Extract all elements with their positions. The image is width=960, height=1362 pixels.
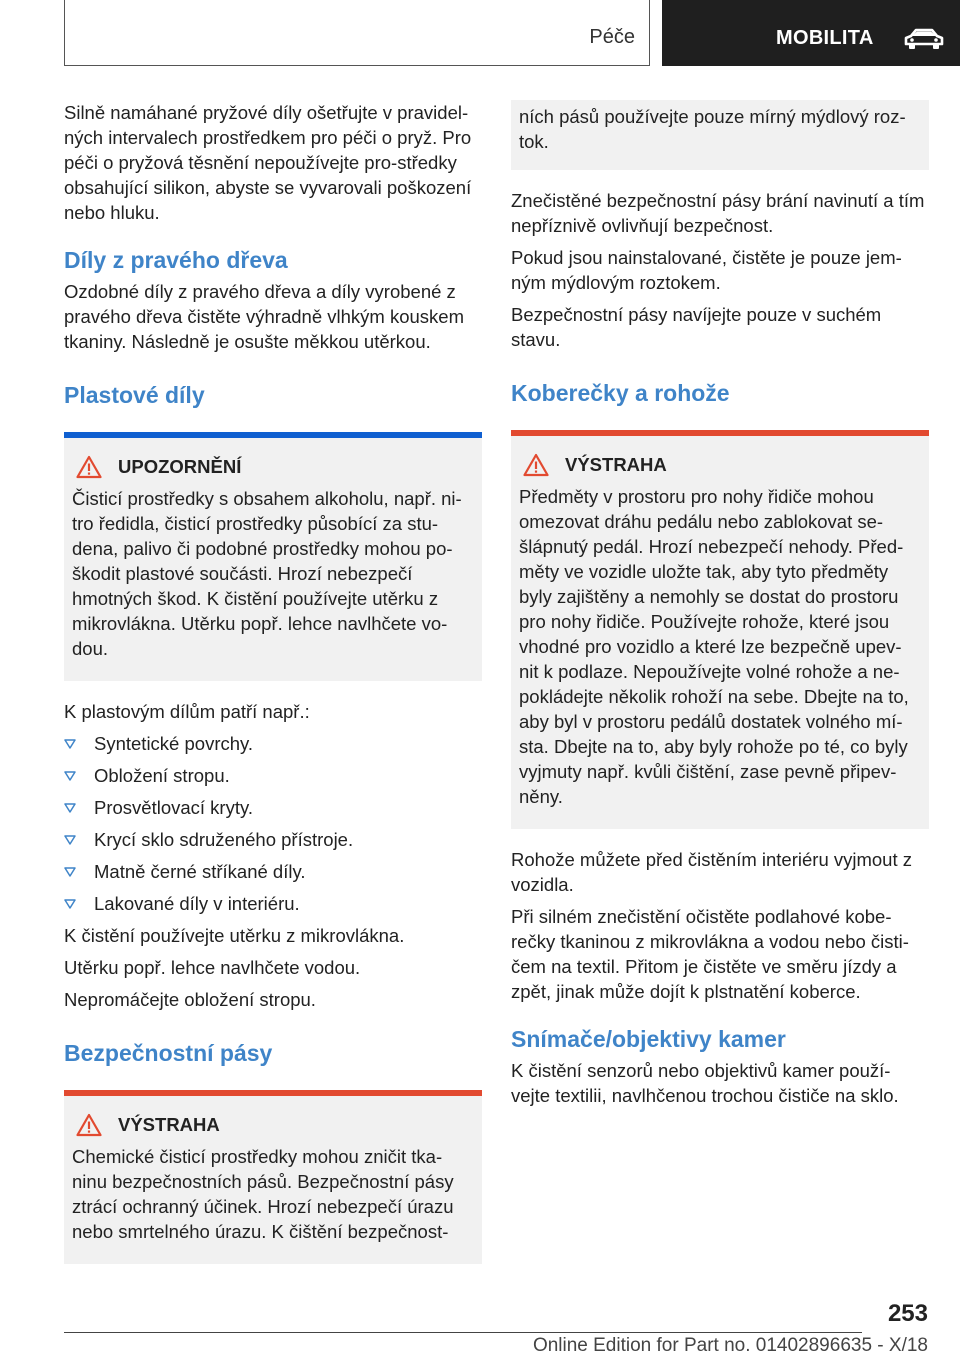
section-heading: Koberečky a rohože xyxy=(511,380,730,406)
chapter-tab xyxy=(662,0,960,66)
notice-label: VÝSTRAHA xyxy=(118,1114,220,1135)
section-heading: Plastové díly xyxy=(64,382,205,408)
triangle-bullet-icon xyxy=(64,867,76,877)
warning-triangle-icon xyxy=(523,453,549,477)
notice-body: ních pásů používejte pouze mírný mýdlový roz-tok. xyxy=(519,106,906,152)
notice-body: Čisticí prostředky s obsahem alkoholu, např. ni-tro ředidla, čisticí prostředky působící za stu-dena, palivo či podobné prostředky mohou po-škodit plastové součásti. Hrozí nebezpečí hmotných škod. K čistění používejte utěrku z mikrovlákna. Utěrku popř. lehce navlhčete vo-dou. xyxy=(72,488,462,659)
paragraph: Nepromáčejte obložení stropu. xyxy=(64,989,316,1010)
paragraph: Pokud jsou nainstalované, čistěte je pouze jem-ným mýdlovým roztokem. xyxy=(511,247,902,293)
triangle-bullet-icon xyxy=(64,835,76,845)
warning-triangle-icon xyxy=(76,1113,102,1137)
left-column xyxy=(64,100,482,1264)
notice-title xyxy=(76,1112,474,1138)
paragraph: Znečistěné bezpečnostní pásy brání navinutí a tím nepříznivě ovlivňují bezpečnost. xyxy=(511,190,925,236)
triangle-bullet-icon xyxy=(64,739,76,749)
triangle-bullet-icon xyxy=(64,803,76,813)
paragraph: Bezpečnostní pásy navíjejte pouze v suchém stavu. xyxy=(511,304,882,350)
paragraph: Při silném znečistění očistěte podlahové kobe-rečky tkaninou z mikrovlákna a vodou nebo čisti-čem na textil. Přitom je čistěte ve směru jízdy a zpět, jinak může dojít k plstnatění koberce. xyxy=(511,906,909,1002)
paragraph: Rohože můžete před čistěním interiéru vyjmout z vozidla. xyxy=(511,849,913,895)
notice-body: Chemické čisticí prostředky mohou zničit tka-ninu bezpečnostních pásů. Bezpečnostní pásy ztrácí ochranný účinek. Hrozí nebezpečí úrazu nebo smrtelného úrazu. K čištění bezpečnost- xyxy=(72,1146,454,1242)
list-item: Prosvětlovací kryty. xyxy=(64,795,482,820)
list-item: Matně černé stříkané díly. xyxy=(64,859,482,884)
list-item: Obložení stropu. xyxy=(64,763,482,788)
bullet-list xyxy=(64,731,482,916)
paragraph: Utěrku popř. lehce navlhčete vodou. xyxy=(64,957,361,978)
chapter-title: MOBILITA xyxy=(776,27,874,49)
section-heading: Bezpečnostní pásy xyxy=(64,1040,273,1066)
list-item: Syntetické povrchy. xyxy=(64,731,482,756)
section-heading: Snímače/objektivy kamer xyxy=(511,1026,786,1052)
paragraph: Ozdobné díly z pravého dřeva a díly vyrobené z pravého dřeva čistěte výhradně vlhkým kouskem tkaniny. Následně je osušte měkkou utěrkou. xyxy=(64,281,464,352)
page-header xyxy=(64,0,960,66)
section-title: Péče xyxy=(589,26,635,48)
notice-label: VÝSTRAHA xyxy=(565,454,667,475)
warning-triangle-icon xyxy=(76,455,102,479)
triangle-bullet-icon xyxy=(64,771,76,781)
right-column xyxy=(511,100,929,1115)
paragraph: Silně namáhané pryžové díly ošetřujte v pravidel-ných intervalech prostředkem pro péči o pryž. Pro péči o pryžová těsnění nepoužívejte pro-středky obsahující silikon, abyste se vyvarovali poškození nebo hluku. xyxy=(64,102,472,223)
warning-notice-continued xyxy=(511,100,929,170)
car-icon xyxy=(902,26,946,52)
triangle-bullet-icon xyxy=(64,899,76,909)
caution-notice xyxy=(64,432,482,681)
notice-title xyxy=(76,454,474,480)
paragraph: K čistění senzorů nebo objektivů kamer použí-vejte textilii, navlhčenou trochou čističe na sklo. xyxy=(511,1060,899,1106)
notice-body: Předměty v prostoru pro nohy řidiče mohou omezovat dráhu pedálu nebo zablokovat se-šlápnutý pedál. Hrozí nebezpečí nehody. Před-měty ve vozidle uložte tak, aby tyto předměty byly zajištěny a nemohly se dostat do prostoru pro nohy řidiče. Používejte rohože, které jsou vhodné pro vozidlo a které lze bezpečně upev-nit k podlaze. Nepoužívejte volné rohože a ne-pokládejte několik rohoží na sebe. Dbejte na to, aby byl v prostoru pedálů dostatek volného mí-sta. Dbejte na to, aby byly rohože po té, co byly vyjmuty např. kvůli čištění, zase pevně připev-něny. xyxy=(519,486,909,807)
paragraph: K plastovým dílům patří např.: xyxy=(64,701,310,722)
list-item: Krycí sklo sdruženého přístroje. xyxy=(64,827,482,852)
notice-title xyxy=(523,452,921,478)
paragraph: K čistění používejte utěrku z mikrovlákna. xyxy=(64,925,405,946)
section-tab xyxy=(64,0,650,66)
warning-notice xyxy=(511,430,929,829)
footer-edition: Online Edition for Part no. 01402896635 - X/18 xyxy=(532,1335,928,1356)
warning-notice xyxy=(64,1090,482,1264)
notice-label: UPOZORNĚNÍ xyxy=(118,456,242,477)
list-item: Lakované díly v interiéru. xyxy=(64,891,482,916)
footer-divider xyxy=(64,1332,862,1333)
page-number: 253 xyxy=(887,1300,928,1327)
section-heading: Díly z pravého dřeva xyxy=(64,247,288,273)
